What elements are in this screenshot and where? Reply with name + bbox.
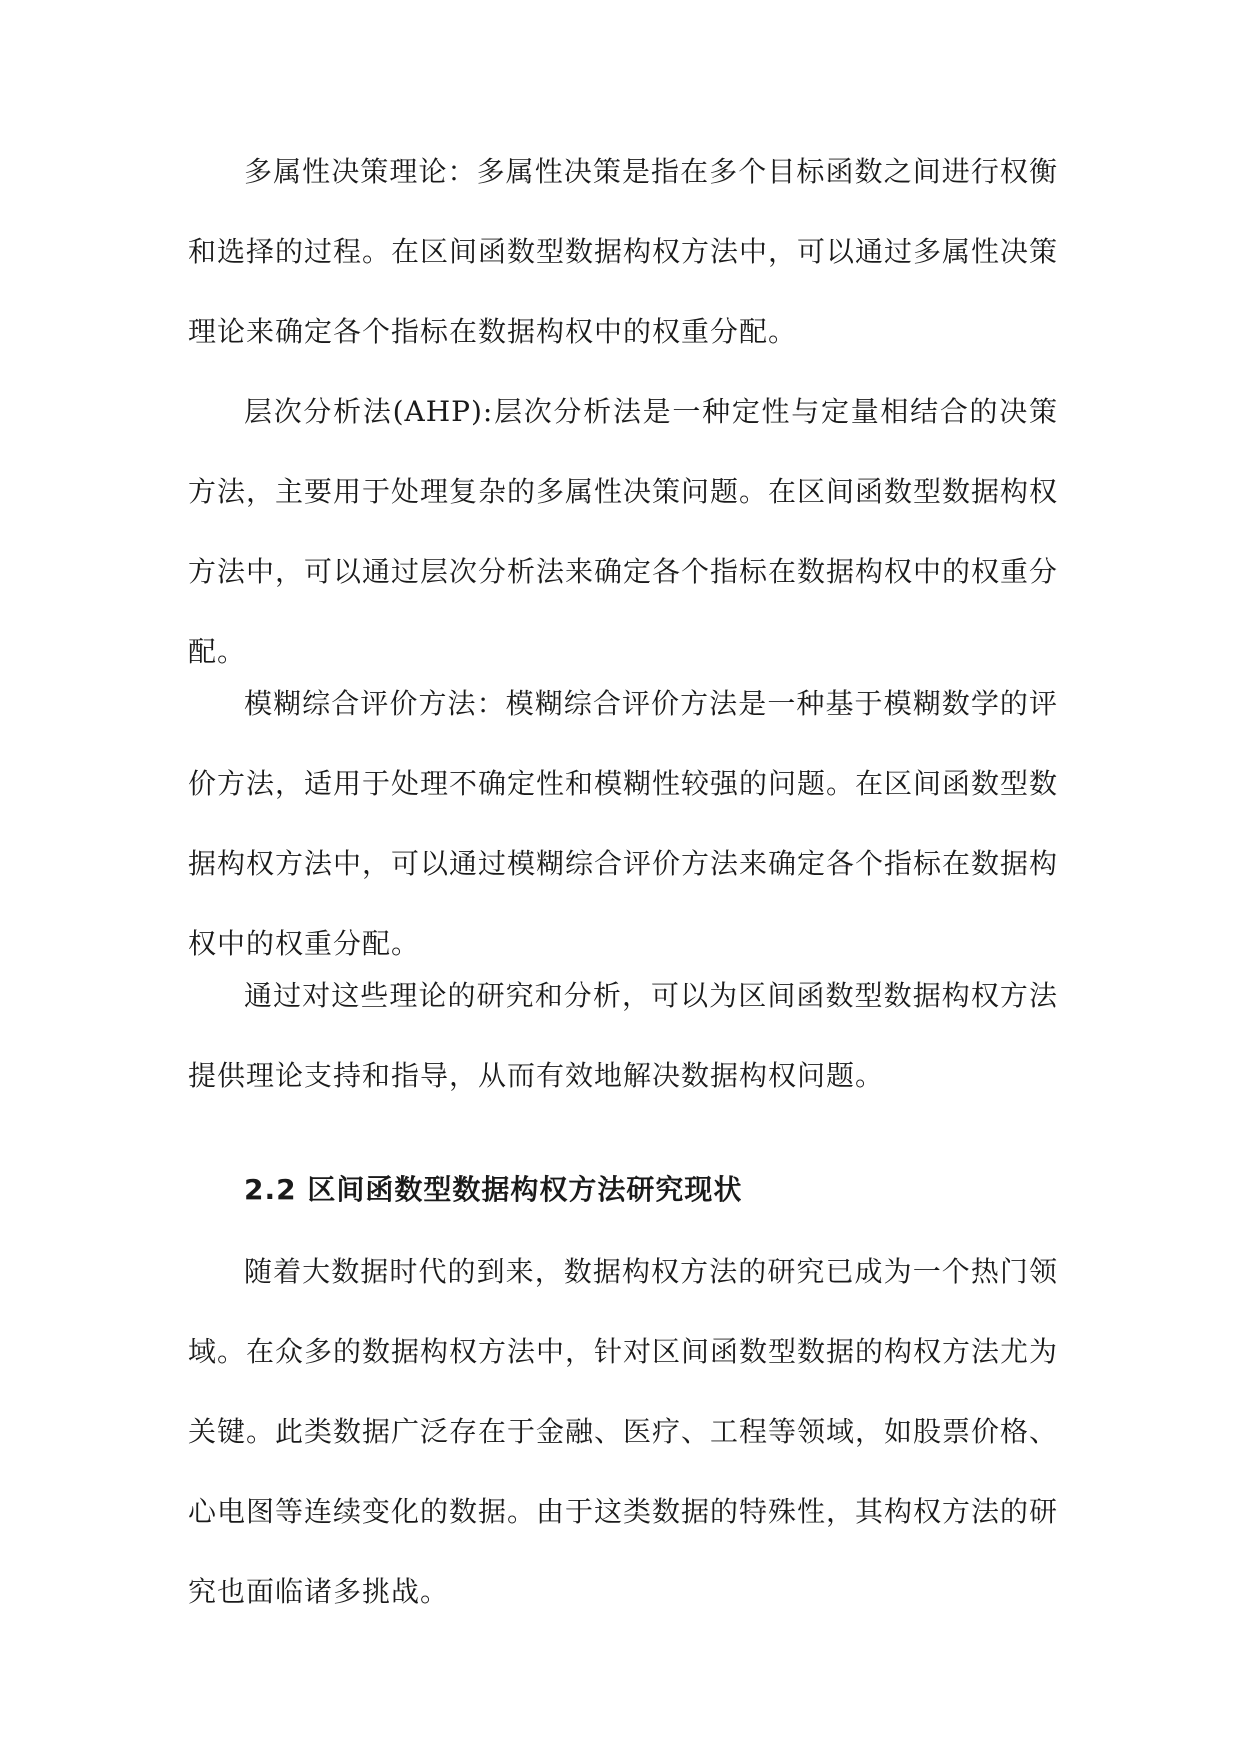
paragraph-summary: 通过对这些理论的研究和分析，可以为区间函数型数据构权方法提供理论支持和指导，从而有效地解决数据构权问题。 [188,979,1058,1092]
paragraph-ahp: 层次分析法(AHP):层次分析法是一种定性与定量相结合的决策方法，主要用于处理复杂的多属性决策问题。在区间函数型数据构权方法中，可以通过层次分析法来确定各个指标在数据构权中的权重分配。 [188,395,1059,668]
paragraph-multi-attribute-decision: 多属性决策理论：多属性决策是指在多个目标函数之间进行权衡和选择的过程。在区间函数型数据构权方法中，可以通过多属性决策理论来确定各个指标在数据构权中的权重分配。 [188,155,1059,348]
section-heading: 2.2 区间函数型数据构权方法研究现状 [244,1173,743,1206]
paragraph-research-status: 随着大数据时代的到来，数据构权方法的研究已成为一个热门领域。在众多的数据构权方法中，针对区间函数型数据的构权方法尤为关键。此类数据广泛存在于金融、医疗、工程等领域，如股票价格、心电图等连续变化的数据。由于这类数据的特殊性，其构权方法的研究也面临诸多挑战。 [188,1255,1059,1608]
paragraph-fuzzy-evaluation: 模糊综合评价方法：模糊综合评价方法是一种基于模糊数学的评价方法，适用于处理不确定性和模糊性较强的问题。在区间函数型数据构权方法中，可以通过模糊综合评价方法来确定各个指标在数据构权中的权重分配。 [188,687,1059,960]
